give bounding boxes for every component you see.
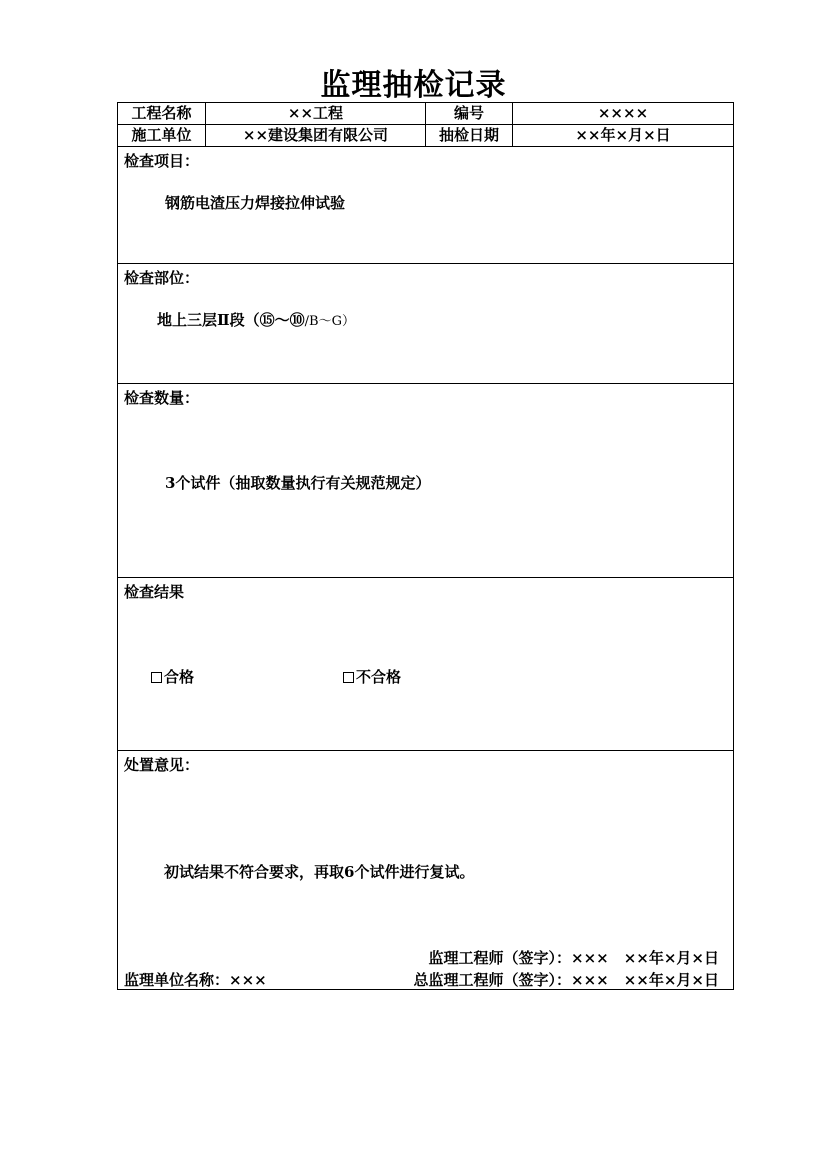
pass-option[interactable] xyxy=(151,666,194,687)
inspection-location-row xyxy=(118,264,734,384)
inspection-result-section xyxy=(118,578,734,751)
disposal-value: 初试结果不符合要求，再取6个试件进行复试。 xyxy=(164,863,475,881)
disposal-section xyxy=(118,751,734,990)
pass-checkbox[interactable] xyxy=(151,672,162,683)
inspection-item-row xyxy=(118,147,734,264)
serial-value: ×××× xyxy=(513,103,734,125)
inspection-location-label: 检查部位： xyxy=(124,269,200,287)
inspection-quantity-section xyxy=(118,384,734,578)
inspection-form xyxy=(117,102,734,990)
pass-label: 合格 xyxy=(164,668,195,686)
engineer-signature: 监理工程师（签字）：××× ××年×月×日 xyxy=(428,949,719,967)
inspection-item-label: 检查项目： xyxy=(124,152,200,170)
fail-option[interactable] xyxy=(343,666,401,687)
inspection-item-section xyxy=(118,147,734,264)
location-main: 地上三层Ⅱ段（⑮～⑩ xyxy=(157,311,305,329)
disposal-row xyxy=(118,751,734,990)
contractor-value: ××建设集团有限公司 xyxy=(206,125,426,147)
header-row-2 xyxy=(118,125,734,147)
inspection-quantity-row xyxy=(118,384,734,578)
date-label: 抽检日期 xyxy=(426,125,513,147)
date-value: ××年×月×日 xyxy=(513,125,734,147)
project-name-value: ××工程 xyxy=(206,103,426,125)
inspection-quantity-value: 3个试件（抽取数量执行有关规范规定） xyxy=(165,474,431,492)
inspection-result-row xyxy=(118,578,734,751)
project-name-label: 工程名称 xyxy=(118,103,206,125)
chief-engineer-signature: 总监理工程师（签字）：××× ××年×月×日 xyxy=(413,971,719,989)
fail-label: 不合格 xyxy=(356,668,402,686)
inspection-location-section xyxy=(118,264,734,384)
inspection-item-value: 钢筋电渣压力焊接拉伸试验 xyxy=(165,194,346,212)
page-title: 监理抽检记录 xyxy=(320,68,507,103)
inspection-quantity-label: 检查数量： xyxy=(124,389,200,407)
inspection-location-value xyxy=(157,309,355,330)
fail-checkbox[interactable] xyxy=(343,672,354,683)
location-tail: /B～G） xyxy=(304,314,355,329)
contractor-label: 施工单位 xyxy=(118,125,206,147)
header-row-1 xyxy=(118,103,734,125)
inspection-result-label: 检查结果 xyxy=(124,583,185,601)
disposal-label: 处置意见： xyxy=(124,756,200,774)
supervision-unit-name: 监理单位名称：××× xyxy=(124,971,267,989)
serial-label: 编号 xyxy=(426,103,513,125)
